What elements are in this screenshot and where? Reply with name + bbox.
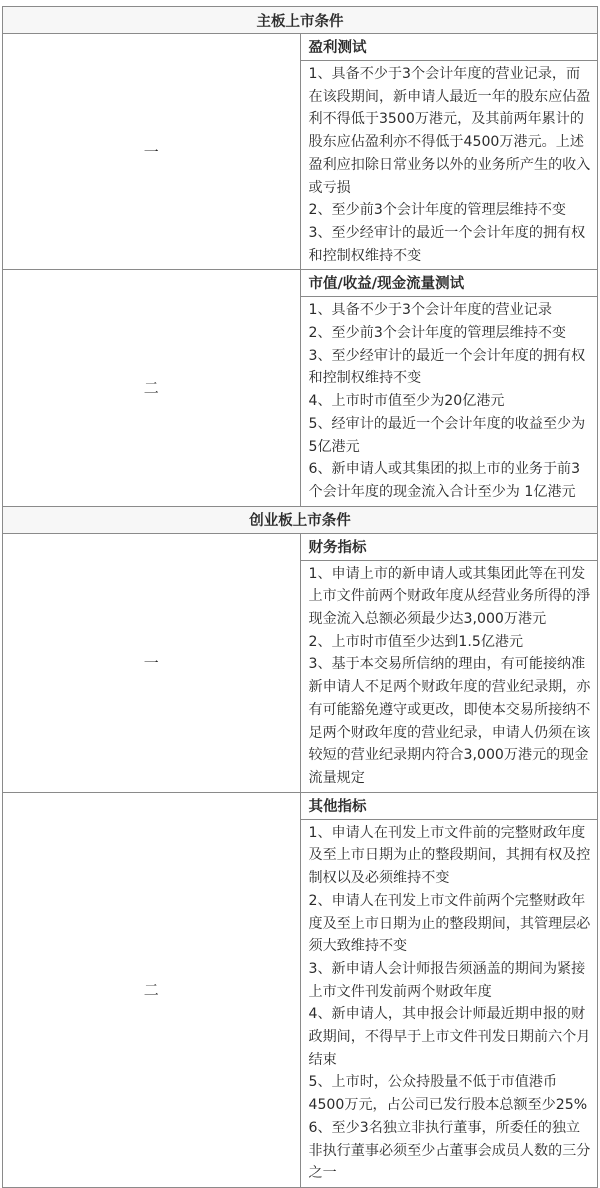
list-item: 6、新申请人或其集团的拟上市的业务于前3个会计年度的现金流入合计至少为 1亿港元 bbox=[308, 461, 581, 500]
group-row bbox=[3, 533, 598, 792]
group-content bbox=[300, 792, 598, 1187]
list-item: 1、具备不少于3个会计年度的营业记录，而在该段期间，新申请人最近一年的股东应佔盈利不得低于3500万港元，及其前两年累计的股东应佔盈利亦不得低于4500万港元。上述盈利应扣除日常业务以外的业务所产生的收入或亏损 bbox=[308, 66, 591, 196]
group-subtitle: 其他指标 bbox=[301, 795, 598, 820]
section-header-row bbox=[3, 506, 598, 533]
group-content bbox=[300, 34, 598, 270]
group-row bbox=[3, 792, 598, 1187]
list-item: 1、申请上市的新申请人或其集团此等在刊发上市文件前两个财政年度从经营业务所得的淨现金流入总额必须最少达3,000万港元 bbox=[308, 565, 591, 628]
list-item: 6、至少3名独立非执行董事，所委任的独立非执行董事必须至少占董事会成员人数的三分之一 bbox=[308, 1119, 591, 1182]
group-row bbox=[3, 270, 598, 506]
list-item: 1、申请人在刊发上市文件前的完整财政年度及至上市日期为止的整段期间，其拥有权及控制权以及必须维持不变 bbox=[308, 824, 591, 887]
group-number: 一 bbox=[3, 533, 301, 792]
group-subtitle: 财务指标 bbox=[301, 536, 598, 561]
group-number: 一 bbox=[3, 34, 301, 270]
list-item: 3、至少经审计的最近一个会计年度的拥有权和控制权维持不变 bbox=[308, 347, 586, 387]
list-item: 3、至少经审计的最近一个会计年度的拥有权和控制权维持不变 bbox=[308, 224, 586, 264]
list-item: 4、新申请人，其申报会计师最近期申报的财政期间，不得早于上市文件刊发日期前六个月结束 bbox=[308, 1006, 591, 1068]
group-number: 二 bbox=[3, 792, 301, 1187]
group-row bbox=[3, 34, 598, 270]
list-item: 4、上市时市值至少为20亿港元 bbox=[308, 393, 505, 410]
section-title-gem-board: 创业板上市条件 bbox=[3, 506, 598, 533]
list-item: 2、至少前3个会计年度的管理层维持不变 bbox=[308, 202, 567, 219]
group-subtitle: 市值/收益/现金流量测试 bbox=[301, 272, 598, 297]
list-item: 5、上市时，公众持股量不低于市值港币4500万元，占公司已发行股本总额至少25% bbox=[308, 1074, 588, 1114]
section-title-main-board: 主板上市条件 bbox=[3, 7, 598, 34]
section-header-row bbox=[3, 7, 598, 34]
group-content bbox=[300, 270, 598, 506]
list-item: 3、新申请人会计师报告须涵盖的期间为紧接上市文件刊发前两个财政年度 bbox=[308, 960, 586, 1000]
group-content bbox=[300, 533, 598, 792]
document-page bbox=[0, 6, 600, 1182]
group-number: 二 bbox=[3, 270, 301, 506]
list-item: 1、具备不少于3个会计年度的营业记录 bbox=[308, 302, 552, 319]
list-item: 3、基于本交易所信纳的理由，有可能接纳准新申请人不足两个财政年度的营业纪录期，亦有可能豁免遵守或更改，即使本交易所接纳不足两个财政年度的营业纪录，申请人仍须在该较短的营业纪录期内符合3,000万港元的现金流量规定 bbox=[308, 656, 591, 786]
list-item: 2、申请人在刊发上市文件前两个完整财政年度及至上市日期为止的整段期间，其管理层必须大致维持不变 bbox=[308, 892, 591, 955]
list-item: 2、上市时市值至少达到1.5亿港元 bbox=[308, 633, 524, 650]
listing-conditions-table bbox=[2, 6, 598, 1188]
list-item: 5、经审计的最近一个会计年度的收益至少为5亿港元 bbox=[308, 415, 586, 455]
list-item: 2、至少前3个会计年度的管理层维持不变 bbox=[308, 325, 567, 342]
group-subtitle: 盈利测试 bbox=[301, 36, 598, 61]
